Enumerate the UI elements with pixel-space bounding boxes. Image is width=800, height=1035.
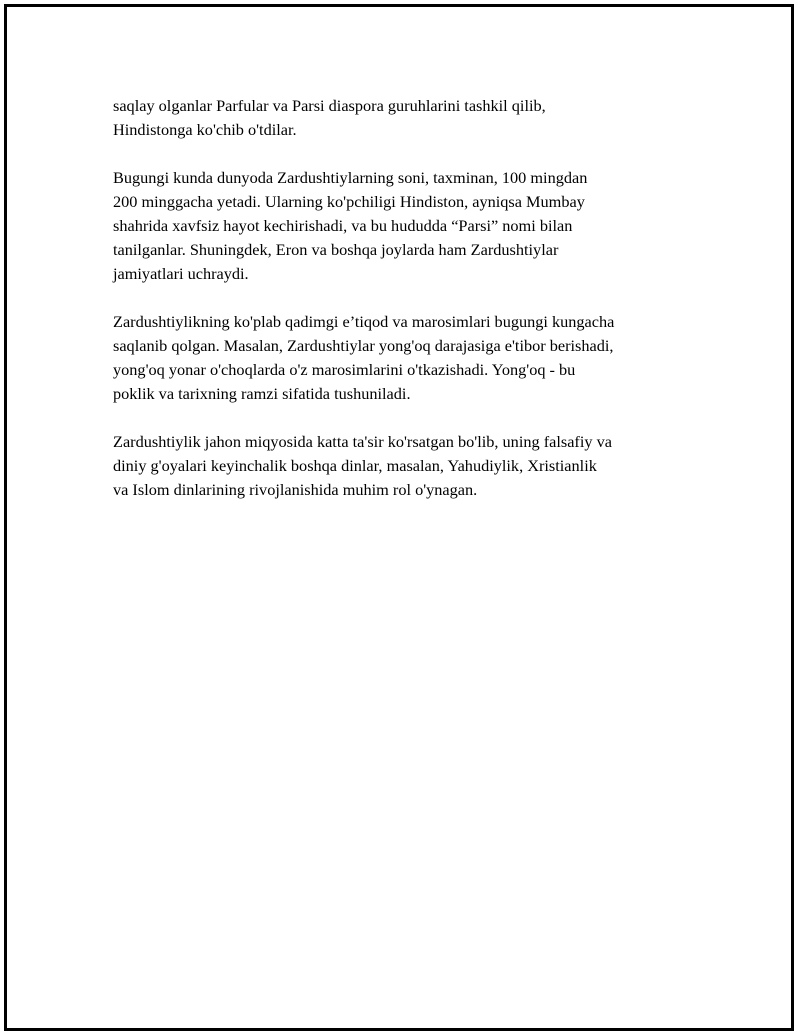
document-body [113, 94, 703, 526]
text-line: Zardushtiylik jahon miqyosida katta ta'sir ko'rsatgan bo'lib, uning falsafiy va [113, 432, 612, 451]
text-line: 200 minggacha yetadi. Ularning ko'pchiligi Hindiston, ayniqsa Mumbay [113, 192, 585, 211]
text-line: diniy g'oyalari keyinchalik boshqa dinlar, masalan, Yahudiylik, Xristianlik [113, 456, 597, 475]
text-line: Hindistonga ko'chib o'tdilar. [113, 120, 297, 139]
paragraph [113, 430, 703, 502]
text-line: jamiyatlari uchraydi. [113, 264, 249, 283]
text-line: poklik va tarixning ramzi sifatida tushuniladi. [113, 384, 411, 403]
text-line: yong'oq yonar o'choqlarda o'z marosimlarini o'tkazishadi. Yong'oq - bu [113, 360, 576, 379]
text-line: shahrida xavfsiz hayot kechirishadi, va bu hududda “Parsi” nomi bilan [113, 216, 573, 235]
text-line: tanilganlar. Shuningdek, Eron va boshqa joylarda ham Zardushtiylar [113, 240, 559, 259]
text-line: saqlay olganlar Parfular va Parsi diaspora guruhlarini tashkil qilib, [113, 96, 546, 115]
text-line: Zardushtiylikning ko'plab qadimgi e’tiqod va marosimlari bugungi kungacha [113, 312, 615, 331]
text-line: Bugungi kunda dunyoda Zardushtiylarning soni, taxminan, 100 mingdan [113, 168, 588, 187]
paragraph [113, 94, 703, 142]
text-line: saqlanib qolgan. Masalan, Zardushtiylar yong'oq darajasiga e'tibor berishadi, [113, 336, 614, 355]
paragraph [113, 166, 703, 286]
text-line: va Islom dinlarining rivojlanishida muhim rol o'ynagan. [113, 480, 478, 499]
paragraph [113, 310, 703, 406]
